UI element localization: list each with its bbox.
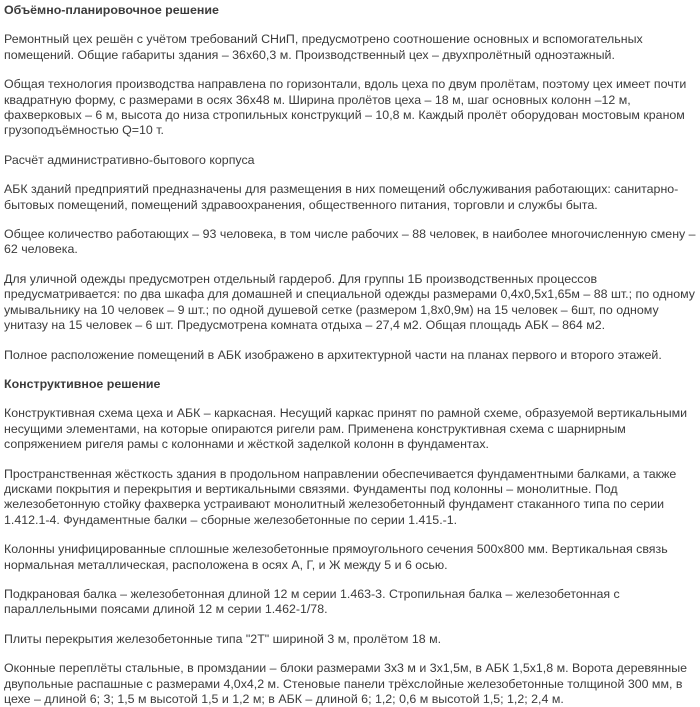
- paragraph-abk-purpose: АБК зданий предприятий предназначены для размещения в них помещений обслуживания работающих: санитарно-бытовых помещений, помещений здравоохранения, общественного питания, торговли и службы быта.: [4, 182, 679, 212]
- section-heading-planning: Объёмно-планировочное решение: [4, 3, 219, 17]
- paragraph-beams: Подкрановая балка – железобетонная длиной 12 м серии 1.463-3. Стропильная балка – железобетонная с параллельными поясами длиной 12 м серии 1.462-1/78.: [4, 586, 620, 617]
- paragraph-abk-title: Расчёт административно-бытового корпуса: [4, 152, 255, 167]
- paragraph-windows-walls: Оконные переплёты стальные, в промздании – блоки размерами 3х3 м и 3х1,5м, в АБК 1,5х1,8 м. Ворота деревянные двупольные распашные с размерами 4,0х4,2 м. Стеновые панели трёхслойные железобетонные толщиной 300 мм, в цехе – длиной 6; 3; 1,5 м высотой 1,5 и 1,2 м; в АБК – длиной 6; 1,2; 0,6 м высотой 1,5; 1,2; 2,4 м.: [4, 661, 688, 706]
- paragraph-technology: Общая технология производства направлена по горизонтали, вдоль цеха по двум пролётам, поэтому цех имеет почти квадратную форму, с размерами в осях 36х48 м. Ширина пролётов цеха – 18 м, шаг основных колонн –12 м, фахверковых – 6 м, высота до низа стропильных конструкций – 10,8 м. Каждый пролёт оборудован мостовым краном грузоподъёмностью Q=10 т.: [4, 77, 687, 138]
- paragraph-slabs: Плиты перекрытия железобетонные типа "2Т" шириной 3 м, пролётом 18 м.: [4, 631, 442, 646]
- paragraph-columns: Колонны унифицированные сплошные железобетонные прямоугольного сечения 500х800 мм. Вертикальная связь нормальная металлическая, расположена в осях А, Г, и Ж между 5 и 6 осью.: [4, 542, 668, 572]
- paragraph-layout-note: Полное расположение помещений в АБК изображено в архитектурной части на планах первого и второго этажей.: [4, 347, 662, 362]
- paragraph-overview: Ремонтный цех решён с учётом требований СНиП, предусмотрено соотношение основных и вспомогательных помещений. Общие габариты здания – 36х60,3 м. Производственный цех – двухпролётный одноэтажный.: [4, 32, 643, 62]
- section-heading-structural: Конструктивное решение: [4, 376, 161, 391]
- paragraph-wardrobe: Для уличной одежды предусмотрен отдельный гардероб. Для группы 1Б производственных процессов предусматривается: по два шкафа для домашней и специальной одежды размерами 0,4х0,5х1,65м – 88 шт.; по одному умывальнику на 10 человек – 9 шт.; по одной душевой сетке (размером 1,8х0,9м) на 15 человек – 6шт, по одному унитазу на 15 человек – 6 шт. Предусмотрена комната отдыха – 27,4 м2. Общая площадь АБК – 864 м2.: [4, 271, 695, 333]
- paragraph-workers: Общее количество работающих – 93 человека, в том числе рабочих – 88 человек, в наиболее многочисленную смену – 62 человека.: [4, 227, 696, 257]
- paragraph-frame-scheme: Конструктивная схема цеха и АБК – каркасная. Несущий каркас принят по рамной схеме, образуемой вертикальными несущими элементами, на которые опираются ригели рам. Применена конструктивная схема с шарнирным сопряжением ригеля рамы с колоннами и жёсткой заделкой колонн в фундаментах.: [4, 406, 688, 452]
- paragraph-rigidity: Пространственная жёсткость здания в продольном направлении обеспечивается фундаментными балками, а также дисками покрытия и перекрытия и вертикальными связями. Фундаменты под колонны – монолитные. Под железобетонную стойку фахверка устраивают монолитный железобетонный фундамент стаканного типа по серии 1.412.1-4. Фундаментные балки – сборные железобетонные по серии 1.415.-1.: [4, 466, 677, 527]
